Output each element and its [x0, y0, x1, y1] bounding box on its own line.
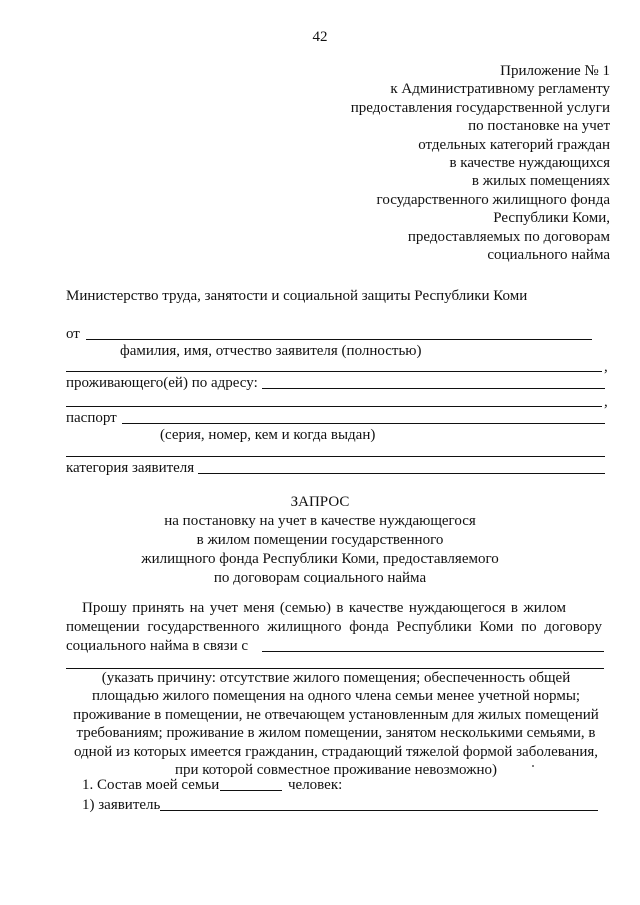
- category-field[interactable]: [198, 473, 605, 474]
- comma: ,: [604, 394, 608, 410]
- address-label: проживающего(ей) по адресу:: [66, 375, 258, 391]
- passport-label: паспорт: [66, 410, 117, 426]
- appendix-line: по постановке на учет: [468, 118, 610, 135]
- page-number: 42: [312, 29, 328, 45]
- appendix-line: социального найма: [487, 247, 610, 264]
- reason-field[interactable]: [262, 651, 604, 652]
- body-line: Прошу принять на учет меня (семью) в качестве нуждающегося в жилом: [82, 600, 566, 616]
- passport-field[interactable]: [122, 423, 605, 424]
- appendix-line: в качестве нуждающихся: [449, 155, 610, 172]
- appendix-line: Республики Коми,: [493, 210, 610, 227]
- family-suffix: человек:: [288, 777, 343, 793]
- reasons-line: проживание в помещении, не отвечающем установленным для жилых помещений: [73, 706, 599, 723]
- reasons-line: при которой совместное проживание невозможно): [174, 762, 498, 779]
- appendix-line: к Административному регламенту: [390, 81, 610, 98]
- applicant-field[interactable]: [160, 810, 598, 811]
- passport-hint: (серия, номер, кем и когда выдан): [160, 427, 376, 443]
- from-hint: фамилия, имя, отчество заявителя (полностью): [120, 343, 422, 359]
- reasons-line: (указать причину: отсутствие жилого помещения; обеспеченность общей: [101, 670, 571, 686]
- passport-continuation-field[interactable]: [66, 456, 605, 457]
- request-title-block: [60, 493, 580, 588]
- comma: ,: [604, 359, 608, 375]
- appendix-line: в жилых помещениях: [471, 173, 610, 190]
- from-name-field[interactable]: [86, 339, 592, 340]
- request-subtitle-line: жилищного фонда Республики Коми, предоставляемого: [141, 551, 499, 567]
- appendix-line: государственного жилищного фонда: [376, 191, 610, 208]
- reasons-hint: [66, 669, 606, 779]
- reasons-line: площадью жилого помещения на одного члена семьи менее учетной нормы;: [91, 688, 581, 705]
- from-name-continuation-field[interactable]: [66, 371, 602, 372]
- from-label: от: [66, 326, 80, 342]
- applicant-label: 1) заявитель: [82, 797, 161, 813]
- family-count-field[interactable]: [220, 790, 282, 791]
- reasons-line: требованиям; проживание в жилом помещении, занятом несколькими семьями, в: [76, 725, 596, 742]
- address-field[interactable]: [262, 388, 605, 389]
- reason-label: социального найма в связи с: [66, 638, 249, 654]
- body-line: помещении государственного жилищного фонда Республики Коми по договору: [66, 619, 602, 635]
- ministry-addressee: Министерство труда, занятости и социальной защиты Республики Коми: [66, 288, 528, 304]
- category-label: категория заявителя: [66, 460, 195, 476]
- request-subtitle-line: на постановку на учет в качестве нуждающегося: [164, 513, 476, 529]
- appendix-line: отдельных категорий граждан: [418, 136, 610, 153]
- request-subtitle-line: в жилом помещении государственного: [196, 532, 444, 548]
- family-label: 1. Состав моей семьи: [82, 777, 220, 793]
- appendix-line: предоставления государственной услуги: [350, 99, 610, 116]
- appendix-line: предоставляемых по договорам: [407, 228, 610, 245]
- appendix-header: [351, 62, 610, 264]
- address-continuation-field[interactable]: [66, 406, 602, 407]
- scan-dot: [532, 765, 534, 767]
- request-title: ЗАПРОС: [290, 494, 350, 510]
- request-subtitle-line: по договорам социального найма: [213, 570, 427, 586]
- appendix-line: Приложение № 1: [500, 63, 610, 79]
- reasons-line: одной из которых имеется гражданин, страдающий тяжелой формой заболевания,: [73, 743, 599, 760]
